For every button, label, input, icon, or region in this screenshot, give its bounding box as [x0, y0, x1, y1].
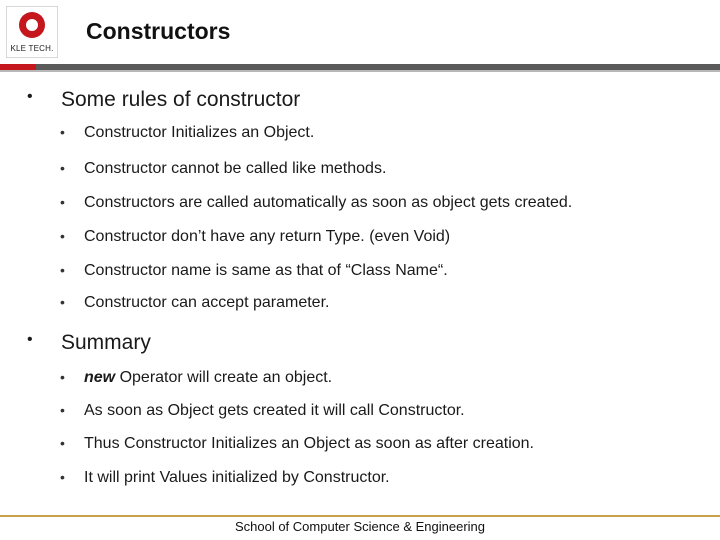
list-item-text: Thus Constructor Initializes an Object as soon as after creation. [84, 435, 534, 452]
footer-rule [0, 515, 720, 517]
bullet: • [27, 88, 33, 105]
list-item [60, 294, 330, 312]
bullet: • [60, 402, 65, 418]
bullet: • [60, 294, 65, 310]
list-item [60, 194, 573, 212]
section-heading-text: Some rules of constructor [61, 88, 301, 111]
list-item-text: Constructors are called automatically as soon as object gets created. [84, 194, 573, 211]
bullet: • [27, 331, 33, 348]
list-item-text: Operator will create an object. [115, 369, 333, 386]
slide-title: Constructors [86, 18, 231, 44]
bullet: • [60, 228, 65, 244]
list-item [60, 160, 387, 178]
list-item-text: Constructor name is same as that of “Class Name“. [84, 262, 448, 279]
list-item [60, 435, 534, 453]
list-item-text: Constructor Initializes an Object. [84, 124, 315, 141]
list-item [60, 469, 390, 487]
section-heading-text: Summary [61, 331, 151, 354]
bullet: • [60, 262, 65, 278]
list-item [60, 124, 315, 142]
list-item-text: Constructor can accept parameter. [84, 294, 330, 311]
bullet: • [60, 160, 65, 176]
list-item-text: Constructor don’t have any return Type. (even Void) [84, 228, 451, 245]
bullet: • [60, 369, 65, 385]
list-item [60, 262, 448, 280]
bullet: • [60, 435, 65, 451]
list-item [60, 228, 451, 246]
bullet: • [60, 194, 65, 210]
logo-text: KLE TECH. [10, 44, 54, 53]
list-item [60, 369, 333, 387]
list-item-text: It will print Values initialized by Constructor. [84, 469, 390, 486]
bullet: • [60, 469, 65, 485]
footer-text: School of Computer Science & Engineering [234, 519, 486, 534]
list-item-text: As soon as Object gets created it will call Constructor. [84, 402, 465, 419]
section-heading-rules [27, 88, 301, 112]
keyword-new: new [84, 369, 116, 386]
section-heading-summary [27, 331, 151, 355]
list-item-text: Constructor cannot be called like methods. [84, 160, 387, 177]
bullet: • [60, 124, 65, 140]
list-item [60, 402, 465, 420]
